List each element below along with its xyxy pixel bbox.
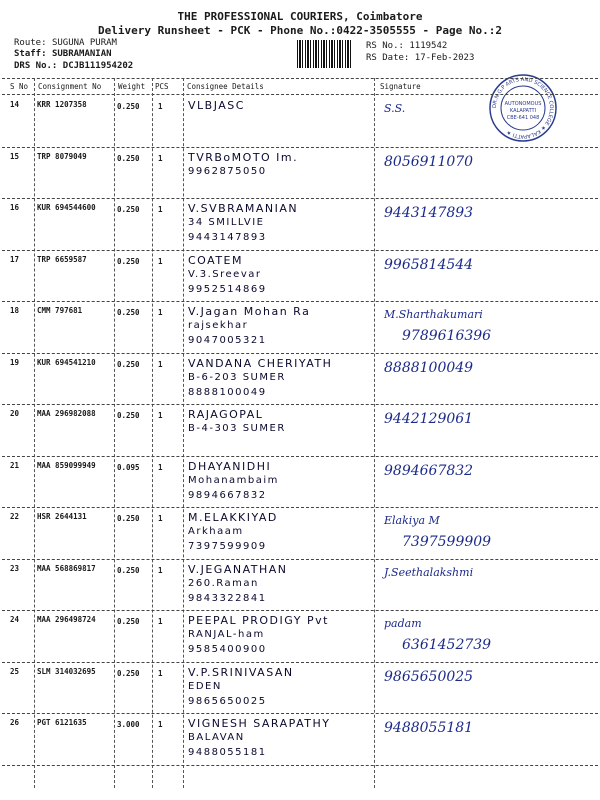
consignment-number: MAA 859099949	[37, 460, 96, 470]
consignee-detail: 9952514869	[188, 283, 267, 295]
table-row	[0, 560, 600, 612]
rs-no-line	[366, 41, 447, 51]
consignee-detail: V.JEGANATHAN	[188, 562, 288, 576]
signature-text: 9488055181	[384, 720, 474, 736]
consignment-number: MAA 296498724	[37, 615, 96, 624]
consignee-detail: B-6-203 SUMER	[188, 371, 286, 383]
table-row	[0, 148, 600, 200]
company-title: THE PROFESSIONAL COURIERS, Coimbatore	[177, 10, 423, 23]
signature-text: padam	[384, 617, 422, 630]
serial-number: 20	[10, 409, 20, 418]
serial-number: 25	[10, 666, 20, 676]
signature-text: 9443147893	[384, 205, 474, 221]
consignment-number: MAA 568869817	[37, 563, 96, 573]
signature-text: 8056911070	[384, 153, 474, 170]
consignment-number: SLM 314032695	[37, 666, 96, 676]
weight: 3.000	[117, 720, 140, 729]
serial-number: 16	[10, 203, 20, 212]
consignee-detail: V.SVBRAMANIAN	[188, 202, 299, 215]
consignee-detail: COATEM	[188, 253, 243, 267]
column-header-sno: S No	[10, 82, 29, 91]
consignee-detail: 9047005321	[188, 335, 267, 346]
consignee-detail: 9585400900	[188, 644, 267, 655]
weight: 0.250	[117, 308, 140, 317]
runsheet-subtitle: Delivery Runsheet - PCK - Phone No.:0422-3505555 - Page No.:2	[98, 24, 502, 37]
consignee-detail: VLBJASC	[188, 99, 245, 112]
consignee-detail: 9865650025	[188, 695, 267, 707]
weight: 0.250	[117, 153, 140, 163]
consignment-number: KUR 694544600	[37, 203, 96, 212]
consignee-detail: 9962875050	[188, 165, 267, 177]
consignee-detail: Arkhaam	[188, 526, 244, 537]
pieces: 1	[158, 256, 163, 266]
signature-text: 9442129061	[384, 411, 474, 427]
route-line	[14, 38, 117, 48]
consignment-number: TRP 8079049	[37, 151, 87, 161]
signature-text: 9965814544	[384, 256, 474, 273]
column-header-consignment: Consignment No	[38, 82, 102, 91]
consignee-detail: 9843322841	[188, 592, 267, 604]
drs-value: DCJB111954202	[62, 61, 134, 71]
staff-line	[14, 49, 112, 59]
serial-number: 22	[10, 512, 20, 521]
consignee-detail: 260.Raman	[188, 577, 259, 589]
consignment-number: MAA 296982088	[37, 409, 96, 418]
pieces: 1	[158, 565, 163, 575]
consignee-detail: EDEN	[188, 680, 222, 692]
table-header-rule	[2, 94, 598, 95]
pieces: 1	[158, 668, 163, 678]
drs-label: DRS No.:	[14, 61, 58, 71]
signature-text: S.S.	[384, 102, 406, 115]
table-row	[0, 96, 600, 148]
pieces: 1	[158, 514, 163, 523]
consignee-detail: DHAYANIDHI	[188, 459, 272, 473]
drs-line	[14, 61, 133, 71]
rs-date-label: RS Date:	[366, 53, 410, 63]
column-header-signature: Signature	[380, 82, 421, 91]
signature-text: 8888100049	[384, 359, 474, 376]
rs-no-label: RS No.:	[366, 41, 404, 51]
weight: 0.250	[117, 411, 140, 420]
consignment-number: HSR 2644131	[37, 512, 87, 521]
staff-value: SUBRAMANIAN	[51, 49, 112, 59]
pieces: 1	[158, 720, 163, 729]
pieces: 1	[158, 359, 163, 369]
svg-text:CBE-641 048: CBE-641 048	[506, 115, 540, 121]
weight: 0.250	[117, 102, 140, 111]
route-value: SUGUNA PURAM	[51, 38, 117, 48]
serial-number: 26	[10, 718, 20, 727]
consignee-detail: 34 SMILLVIE	[188, 217, 265, 228]
barcode	[297, 40, 353, 68]
consignee-detail: RAJAGOPAL	[188, 408, 264, 421]
consignee-detail: 9894667832	[188, 489, 267, 501]
consignee-detail: V.P.SRINIVASAN	[188, 665, 294, 679]
consignee-detail: V.Jagan Mohan Ra	[188, 305, 311, 318]
consignee-detail: 7397599909	[188, 541, 267, 552]
weight: 0.095	[117, 462, 140, 472]
staff-label: Staff:	[14, 49, 47, 59]
row-divider	[2, 765, 598, 766]
consignee-detail: V.3.Sreevar	[188, 268, 262, 280]
consignee-detail: Mohanambaim	[188, 474, 279, 486]
signature-text: 9894667832	[384, 462, 474, 479]
table-row	[0, 199, 600, 251]
svg-text:DR.N.G.P ARTS AND SCIENCE COLL: DR.N.G.P ARTS AND SCIENCE COLLEGE ★ KALAPATTI ★	[491, 76, 555, 140]
table-row	[0, 405, 600, 457]
serial-number: 18	[10, 306, 20, 315]
serial-number: 17	[10, 254, 20, 264]
pieces: 1	[158, 308, 163, 317]
column-header-weight: Weight	[118, 82, 146, 91]
weight: 0.250	[117, 565, 140, 575]
pieces: 1	[158, 462, 163, 472]
rs-date-value: 17-Feb-2023	[414, 53, 475, 63]
svg-text:KALAPATTI: KALAPATTI	[509, 108, 537, 114]
consignee-detail: BALAVAN	[188, 732, 245, 743]
consignment-number: TRP 6659587	[37, 254, 87, 264]
pieces: 1	[158, 411, 163, 420]
table-row	[0, 508, 600, 560]
rs-date-line	[366, 53, 474, 63]
consignee-detail: VANDANA CHERIYATH	[188, 356, 333, 370]
consignment-number: KUR 694541210	[37, 357, 96, 367]
weight: 0.250	[117, 514, 140, 523]
consignee-detail: PEEPAL PRODIGY Pvt	[188, 614, 329, 627]
signature-text: 7397599909	[402, 534, 492, 550]
serial-number: 24	[10, 615, 20, 624]
column-header-pcs: PCS	[155, 82, 169, 91]
consignee-detail: 9488055181	[188, 747, 267, 758]
consignee-detail: rajsekhar	[188, 320, 249, 331]
table-row	[0, 457, 600, 509]
weight: 0.250	[117, 359, 140, 369]
table-row	[0, 354, 600, 406]
signature-text: 6361452739	[402, 637, 492, 653]
svg-text:AUTONOMOUS: AUTONOMOUS	[504, 101, 542, 107]
consignee-detail: VIGNESH SARAPATHY	[188, 717, 331, 730]
weight: 0.250	[117, 205, 140, 214]
consignee-detail: 9443147893	[188, 232, 267, 243]
consignee-detail: 8888100049	[188, 386, 267, 398]
signature-text: Elakiya M	[384, 514, 440, 527]
pieces: 1	[158, 153, 163, 163]
pieces: 1	[158, 617, 163, 626]
signature-text: M.Sharthakumari	[384, 308, 483, 321]
table-row	[0, 714, 600, 766]
consignee-detail: TVRBoMOTO Im.	[188, 150, 299, 164]
consignment-number: PGT 6121635	[37, 718, 87, 727]
weight: 0.250	[117, 668, 140, 678]
signature-text: 9865650025	[384, 668, 474, 685]
table-row	[0, 611, 600, 663]
consignee-detail: RANJAL-ham	[188, 629, 265, 640]
serial-number: 21	[10, 460, 20, 470]
consignment-number: KRR 1207358	[37, 100, 87, 109]
rs-no-value: 1119542	[409, 41, 448, 51]
column-header-consignee: Consignee Details	[187, 82, 264, 91]
signature-text: J.Seethalakshmi	[384, 565, 474, 579]
serial-number: 23	[10, 563, 20, 573]
consignment-number: CMM 797681	[37, 306, 83, 315]
consignee-detail: B-4-303 SUMER	[188, 423, 286, 434]
consignee-detail: M.ELAKKIYAD	[188, 511, 278, 524]
serial-number: 15	[10, 151, 20, 161]
signature-text: 9789616396	[402, 328, 492, 344]
table-row	[0, 251, 600, 303]
table-top-rule	[2, 78, 598, 79]
serial-number: 19	[10, 357, 20, 367]
pieces: 1	[158, 205, 163, 214]
table-row	[0, 302, 600, 354]
route-label: Route:	[14, 38, 47, 48]
pieces: 1	[158, 102, 163, 111]
weight: 0.250	[117, 617, 140, 626]
serial-number: 14	[10, 100, 20, 109]
table-row	[0, 663, 600, 715]
weight: 0.250	[117, 256, 140, 266]
runsheet-table	[0, 78, 600, 798]
